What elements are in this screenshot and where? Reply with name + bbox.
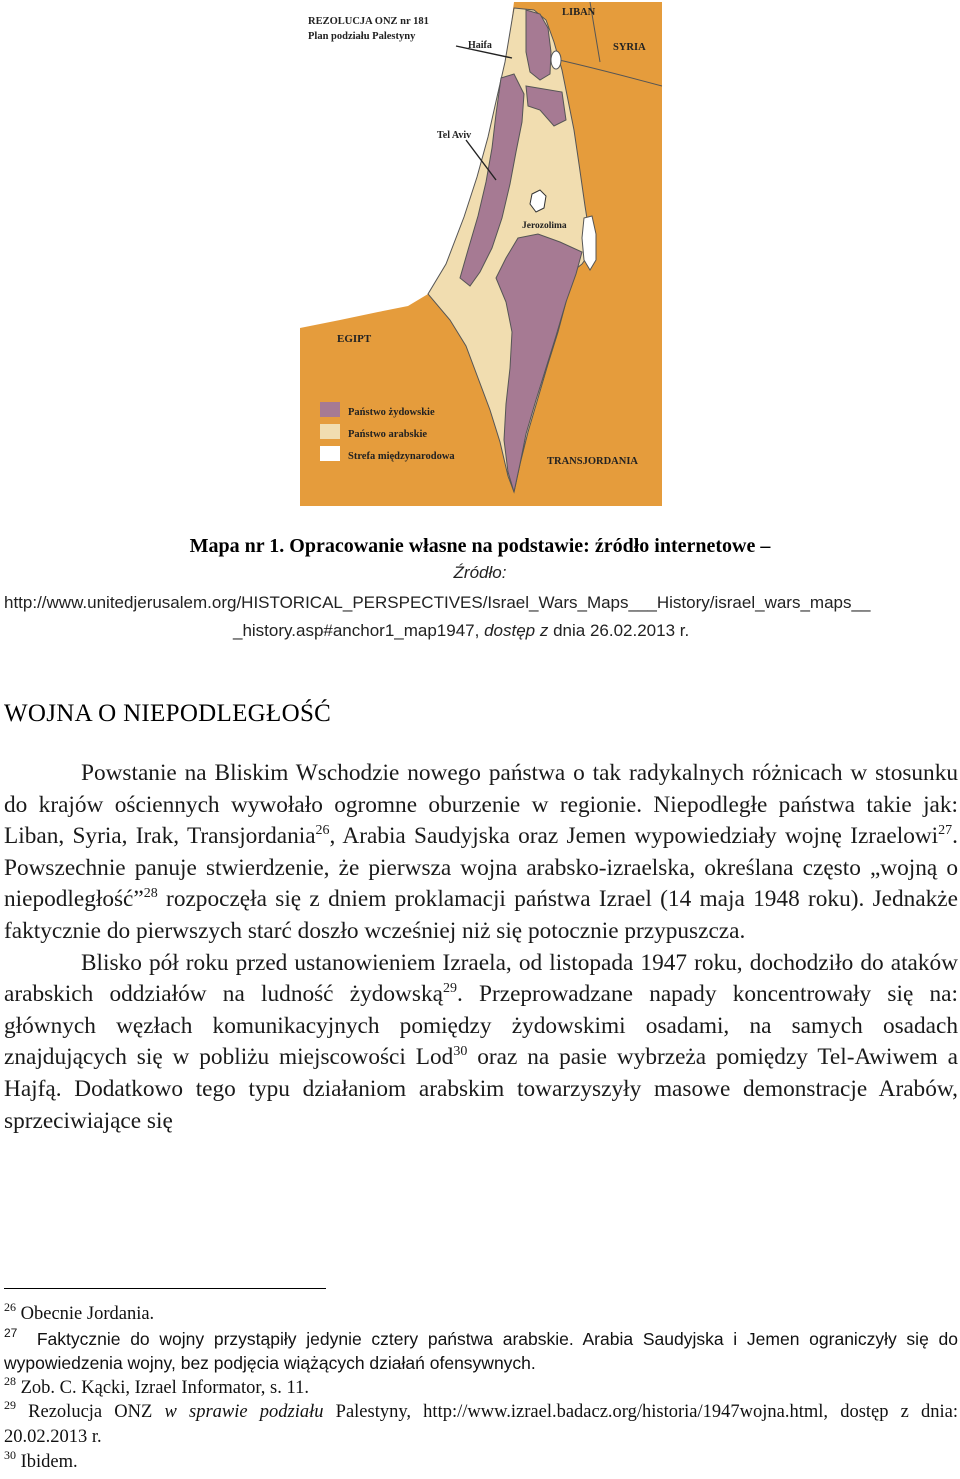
footnote-separator bbox=[4, 1288, 326, 1289]
footnote-number: 29 bbox=[4, 1398, 16, 1413]
map-caption-access-label: dostęp z bbox=[484, 621, 549, 640]
footnote-text-url[interactable]: Palestyny, http://www.izrael.badacz.org/historia/1947wojna.html, dostęp z dnia: 20.02.2013 r. bbox=[4, 1402, 959, 1447]
footnote-27 bbox=[4, 1327, 958, 1376]
footnote-text: Faktycznie do wojny przystąpiły jedynie cztery państwa arabskie. Arabia Saudyjska i Jemen ograniczyły się do wypowiedzenia wojny, bez podjęcia wiążących działań ofensywnych. bbox=[4, 1328, 958, 1374]
map-label-egipt: EGIPT bbox=[337, 333, 372, 345]
map-label-transjordania: TRANSJORDANIA bbox=[547, 456, 639, 467]
paragraph-1-part-b: , Arabia Saudyjska oraz Jemen wypowiedziały wojnę Izraelowi bbox=[329, 823, 939, 850]
legend-swatch-jewish bbox=[320, 402, 340, 417]
paragraph-1-part-d: rozpoczęła się z dniem proklamacji państwa Izrael (14 maja 1948 roku). Jednakże faktycznie do pierwszych starć doszło wcześniej niż się potocznie przypuszcza. bbox=[4, 886, 958, 944]
footnote-text: Obecnie Jordania. bbox=[20, 1304, 155, 1324]
paragraph-2 bbox=[4, 948, 958, 1138]
paragraph-2-part-c: oraz na pasie wybrzeża pomiędzy Tel-Awiwem a Hajfą. Dodatkowo tego typu działaniom arabskim towarzyszyły masowe demonstracje Arabów, sprzeciwiające się bbox=[4, 1044, 959, 1134]
map-svg bbox=[300, 2, 662, 506]
map-caption-access-date: dnia 26.02.2013 r. bbox=[553, 621, 690, 640]
paragraph-1-part-a: Powstanie na Bliskim Wschodzie nowego państwa o tak radykalnych różnicach w stosunku do krajów ościennych wywołało ogromne oburzenie w regionie. Niepodległe państwa takie jak: Liban, Syria, Irak, Transjordania bbox=[4, 760, 958, 850]
footnotes bbox=[4, 1302, 958, 1474]
footnote-ref-28[interactable]: 28 bbox=[143, 886, 158, 902]
section-heading: WOJNA O NIEPODLEGŁOŚĆ bbox=[4, 700, 332, 727]
map-label-liban: LIBAN bbox=[562, 7, 596, 18]
legend-swatch-arab bbox=[320, 424, 340, 439]
paragraph-1 bbox=[4, 758, 958, 948]
paragraph-1-part-c: . Powszechnie panuje stwierdzenie, że pierwsza wojna arabsko-izraelska, określana często „wojną o niepodległość” bbox=[4, 823, 958, 913]
partition-plan-map bbox=[300, 2, 662, 506]
map-title-line2: Plan podziału Palestyny bbox=[308, 31, 416, 42]
map-caption-title: Mapa nr 1. Opracowanie własne na podstawie: źródło internetowe – bbox=[189, 535, 771, 557]
footnote-text-italic: w sprawie podziału bbox=[164, 1402, 324, 1423]
map-label-jerozolima: Jerozolima bbox=[522, 221, 567, 231]
map-label-syria: SYRIA bbox=[613, 42, 646, 53]
legend-label-international: Strefa międzynarodowa bbox=[348, 451, 455, 462]
map-label-haifa: Haifa bbox=[468, 40, 492, 51]
footnote-ref-30[interactable]: 30 bbox=[453, 1044, 468, 1060]
map-caption-url-part2[interactable]: _history.asp#anchor1_map1947, bbox=[233, 621, 480, 640]
map-title-line1: REZOLUCJA ONZ nr 181 bbox=[308, 16, 429, 27]
footnote-number: 26 bbox=[4, 1300, 16, 1314]
footnote-28 bbox=[4, 1373, 958, 1401]
footnote-ref-27[interactable]: 27 bbox=[938, 823, 953, 839]
footnote-number: 28 bbox=[4, 1373, 16, 1388]
footnote-text: Ibidem. bbox=[20, 1451, 78, 1472]
footnote-number: 30 bbox=[4, 1447, 16, 1462]
map-caption-url-line1[interactable]: http://www.unitedjerusalem.org/HISTORICAL_PERSPECTIVES/Israel_Wars_Maps___History/israel_wars_maps__ bbox=[4, 593, 871, 612]
footnote-text: Zob. C. Kącki, Izrael Informator, s. 11. bbox=[20, 1377, 309, 1398]
map-caption-url-line2 bbox=[233, 620, 689, 642]
sea-of-galilee bbox=[551, 51, 561, 69]
footnote-29 bbox=[4, 1400, 958, 1449]
footnote-text: Rezolucja ONZ bbox=[28, 1402, 153, 1423]
footnote-ref-26[interactable]: 26 bbox=[315, 823, 330, 839]
footnote-number: 27 bbox=[4, 1325, 18, 1340]
paragraph-2-part-b: . Przeprowadzane napady koncentrowały się na: głównych węzłach komunikacyjnych pomiędzy żydowskimi osadami, na samych osadach znajdujących się w pobliżu miejscowości Lod bbox=[4, 981, 958, 1071]
map-label-tel-aviv: Tel Aviv bbox=[437, 130, 472, 141]
legend-swatch-international bbox=[320, 446, 340, 461]
legend-label-jewish: Państwo żydowskie bbox=[348, 407, 435, 418]
footnote-26 bbox=[4, 1302, 958, 1327]
body-text bbox=[4, 758, 958, 1137]
footnote-ref-29[interactable]: 29 bbox=[442, 981, 457, 997]
map-caption-source-label: Źródło: bbox=[453, 563, 507, 582]
footnote-30 bbox=[4, 1447, 958, 1475]
paragraph-2-part-a: Blisko pół roku przed ustanowieniem Izraela, od listopada 1947 roku, dochodziło do ataków arabskich oddziałów na ludność żydowską bbox=[4, 949, 958, 1008]
legend-label-arab: Państwo arabskie bbox=[348, 429, 428, 440]
